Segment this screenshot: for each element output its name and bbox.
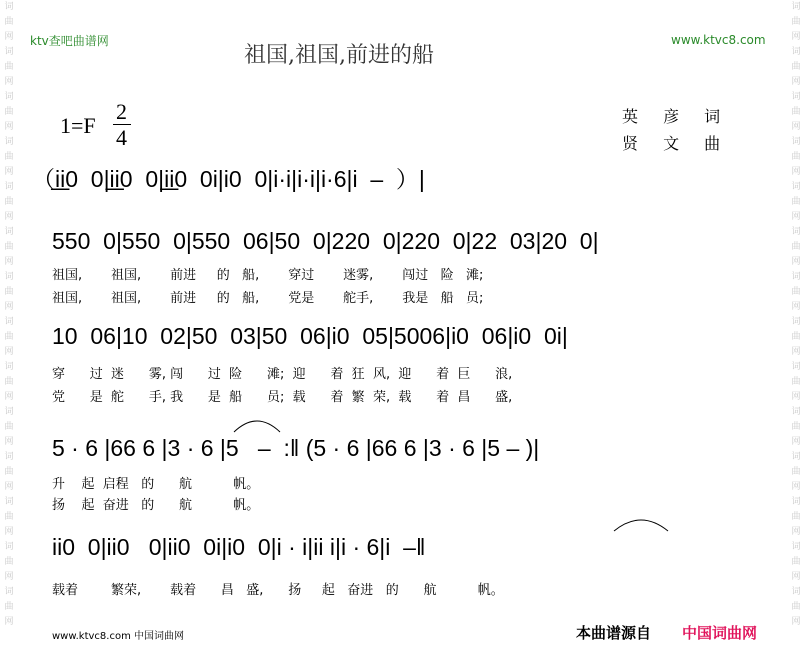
site-watermark-left: ktv查吧曲谱网 [30,34,109,48]
side-watermark-char: 网 [4,257,14,267]
side-watermark-char: 词 [791,542,801,552]
side-watermark-char: 词 [4,452,14,462]
side-watermark-char: 曲 [791,242,801,252]
lyricist-credit: 英 彦 词 [622,107,731,126]
side-watermark-char: 曲 [4,197,14,207]
side-watermark-char: 曲 [4,17,14,27]
side-watermark-char: 词 [4,272,14,282]
side-watermark-char: 网 [4,572,14,582]
side-watermark-char: 词 [791,362,801,372]
side-watermark-char: 词 [791,47,801,57]
side-watermark-char: 曲 [4,557,14,567]
side-watermark-char: 曲 [4,107,14,117]
side-watermark-char: 曲 [791,602,801,612]
side-watermark-char: 曲 [791,62,801,72]
side-watermark-char: 词 [791,497,801,507]
time-signature-top: 2 [116,99,127,124]
lyric-line-4a: 升 起 启程 的 航 帆。 [52,477,260,492]
side-watermark-char: 网 [791,527,801,537]
score-line-5: ii0 0|ii0 0|ii0 0i|i0 0|i · i|ii i|i · 6|i –‖ [52,534,426,560]
footer-site: www.ktvc8.com 中国词曲网 [52,631,185,642]
side-watermark-char: 词 [791,182,801,192]
side-watermark-char: 词 [4,362,14,372]
side-watermark-char: 词 [791,452,801,462]
side-watermark-char: 曲 [4,62,14,72]
side-watermark-char: 词 [791,2,801,12]
side-watermark-char: 词 [4,137,14,147]
side-watermark-char: 网 [791,482,801,492]
side-watermark-char: 词 [791,227,801,237]
side-watermark-char: 词 [4,587,14,597]
side-watermark-char: 词 [4,497,14,507]
side-watermark-char: 网 [4,302,14,312]
side-watermark-char: 曲 [4,287,14,297]
lyric-line-3b: 党 是 舵 手, 我 是 船 员; 载 着 繁 荣, 载 着 昌 盛, [52,390,513,405]
source-name: 中国词曲网 [682,624,758,642]
side-watermark-char: 曲 [791,332,801,342]
side-watermark-char: 网 [791,572,801,582]
lyric-line-4b: 扬 起 奋进 的 航 帆。 [52,498,260,513]
side-watermark-char: 网 [791,167,801,177]
slur-mark [612,513,670,533]
lyric-line-3a: 穿 过 迷 雾, 闯 过 险 滩; 迎 着 狂 风, 迎 着 巨 浪, [52,367,513,382]
side-watermark-char: 网 [4,122,14,132]
side-watermark-char: 曲 [4,152,14,162]
side-watermark-char: 网 [791,437,801,447]
side-watermark-char: 网 [791,617,801,627]
side-watermark-char: 曲 [4,467,14,477]
side-watermark-char: 曲 [4,377,14,387]
side-watermark-char: 曲 [791,467,801,477]
site-watermark-right: www.ktvc8.com [671,33,766,47]
side-watermark-char: 网 [791,212,801,222]
side-watermark-char: 网 [791,302,801,312]
time-signature-bottom: 4 [116,125,127,150]
side-watermark-char: 网 [4,212,14,222]
side-watermark-char: 词 [4,2,14,12]
side-watermark-char: 词 [4,407,14,417]
side-watermark-char: 网 [4,392,14,402]
side-watermark-char: 曲 [791,377,801,387]
side-watermark-char: 网 [791,347,801,357]
side-watermark-char: 曲 [4,602,14,612]
side-watermark-char: 网 [4,32,14,42]
side-watermark-char: 词 [791,92,801,102]
side-watermark-char: 曲 [791,287,801,297]
source-label: 本曲谱源自 [576,624,652,642]
side-watermark-char: 曲 [4,512,14,522]
composer-credit: 贤 文 曲 [622,134,731,153]
score-line-1: （i̲i̲0 0|i̲i̲0 0|i̲i̲0 0i|i0 0|i·i|i·i|i·6|i – ）| [32,166,425,192]
side-watermark-char: 网 [4,482,14,492]
side-watermark-char: 曲 [4,422,14,432]
side-watermark-char: 词 [4,182,14,192]
side-watermark-char: 网 [4,167,14,177]
side-watermark-left [2,0,16,669]
side-watermark-char: 网 [4,77,14,87]
side-watermark-char: 网 [4,527,14,537]
side-watermark-char: 网 [791,392,801,402]
side-watermark-char: 网 [791,257,801,267]
side-watermark-char: 曲 [791,107,801,117]
side-watermark-char: 网 [791,32,801,42]
slur-mark [232,414,282,434]
score-line-2: 550 0|550 0|550 06|50 0|220 0|220 0|22 03|20 0| [52,228,599,254]
side-watermark-char: 词 [4,317,14,327]
side-watermark-char: 词 [791,137,801,147]
side-watermark-char: 曲 [791,557,801,567]
side-watermark-char: 网 [4,347,14,357]
side-watermark-char: 网 [791,122,801,132]
side-watermark-char: 曲 [4,242,14,252]
side-watermark-char: 词 [4,47,14,57]
side-watermark-char: 曲 [791,512,801,522]
side-watermark-char: 词 [791,272,801,282]
side-watermark-char: 词 [4,92,14,102]
side-watermark-char: 网 [4,437,14,447]
side-watermark-right [789,0,803,669]
side-watermark-char: 曲 [791,422,801,432]
side-watermark-char: 词 [4,542,14,552]
side-watermark-char: 词 [791,407,801,417]
side-watermark-char: 曲 [791,17,801,27]
side-watermark-char: 网 [4,617,14,627]
side-watermark-char: 词 [791,317,801,327]
score-line-4: 5 · 6 |66 6 |3 · 6 |5 – :‖ (5 · 6 |66 6 |3 · 6 |5 – )| [52,435,540,461]
side-watermark-char: 网 [791,77,801,87]
lyric-line-2b: 祖国, 祖国, 前进 的 船, 党是 舵手, 我是 船 员; [52,291,484,306]
side-watermark-char: 曲 [791,152,801,162]
key-signature: 1=F [60,113,96,138]
lyric-line-2a: 祖国, 祖国, 前进 的 船, 穿过 迷雾, 闯过 险 滩; [52,268,484,283]
side-watermark-char: 词 [4,227,14,237]
lyric-line-5: 载着 繁荣, 载着 昌 盛, 扬 起 奋进 的 航 帆。 [52,583,504,598]
side-watermark-char: 曲 [791,197,801,207]
side-watermark-char: 词 [791,587,801,597]
song-title: 祖国,祖国,前进的船 [244,43,434,68]
score-line-3: 10 06|10 02|50 03|50 06|i0 05|5006|i0 06|i0 0i| [52,323,568,349]
side-watermark-char: 曲 [4,332,14,342]
